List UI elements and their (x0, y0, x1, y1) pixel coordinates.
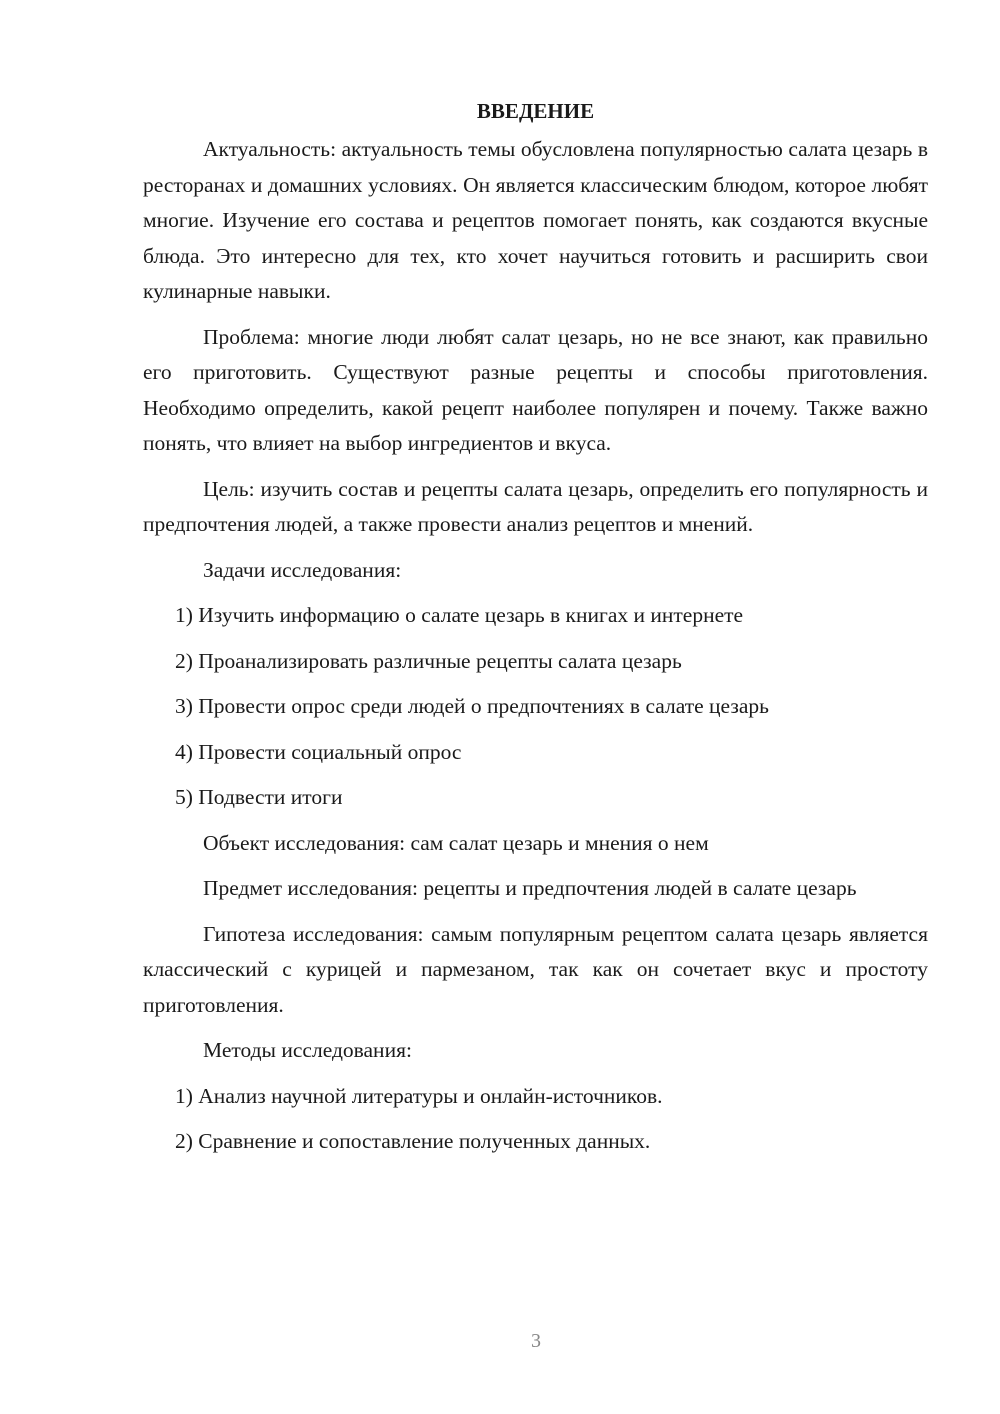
section-heading: ВВЕДЕНИЕ (476, 99, 595, 123)
task-item-1: 1) Изучить информацию о салате цезарь в книгах и интернете (175, 603, 744, 627)
object-line: Объект исследования: сам салат цезарь и мнения о нем (203, 830, 709, 855)
hypothesis-paragraph: Гипотеза исследования: самым популярным рецептом салата цезарь является классический с курицей и пармезаном, так как он сочетает вкус и простоту приготовления. (143, 921, 928, 1017)
subject-paragraph: Предмет исследования: рецепты и предпочтения людей в салате цезарь (203, 876, 857, 900)
page-number: 3 (531, 1330, 541, 1352)
task-item-4: 4) Провести социальный опрос (175, 739, 462, 764)
relevance-paragraph: Актуальность: актуальность темы обусловлена популярностью салата цезарь в ресторанах и домашних условиях. Он является классическим блюдом, которое любят многие. Изучение его состава и рецептов помогает понять, как создаются вкусные блюда. Это интересно для тех, кто хочет научиться готовить и расширить свои кулинарные навыки. (143, 137, 928, 303)
tasks-heading: Задачи исследования: (203, 557, 402, 582)
task-item-2: 2) Проанализировать различные рецепты салата цезарь (175, 648, 682, 673)
methods-heading: Методы исследования: (203, 1038, 412, 1062)
method-item-1: 1) Анализ научной литературы и онлайн-источников. (175, 1083, 663, 1108)
problem-paragraph: Проблема: многие люди любят салат цезарь, но не все знают, как правильно его приготовить. Существуют разные рецепты и способы приготовления. Необходимо определить, какой рецепт наиболее популярен и почему. Также важно понять, что влияет на выбор ингредиентов и вкуса. (143, 324, 928, 455)
method-item-2: 2) Сравнение и сопоставление полученных данных. (175, 1129, 651, 1153)
goal-paragraph: Цель: изучить состав и рецепты салата цезарь, определить его популярность и предпочтения людей, а также провести анализ рецептов и мнений. (143, 476, 928, 536)
document-page (143, 96, 928, 1170)
task-item-3: 3) Провести опрос среди людей о предпочтениях в салате цезарь (175, 694, 769, 718)
task-item-5: 5) Подвести итоги (175, 785, 343, 809)
